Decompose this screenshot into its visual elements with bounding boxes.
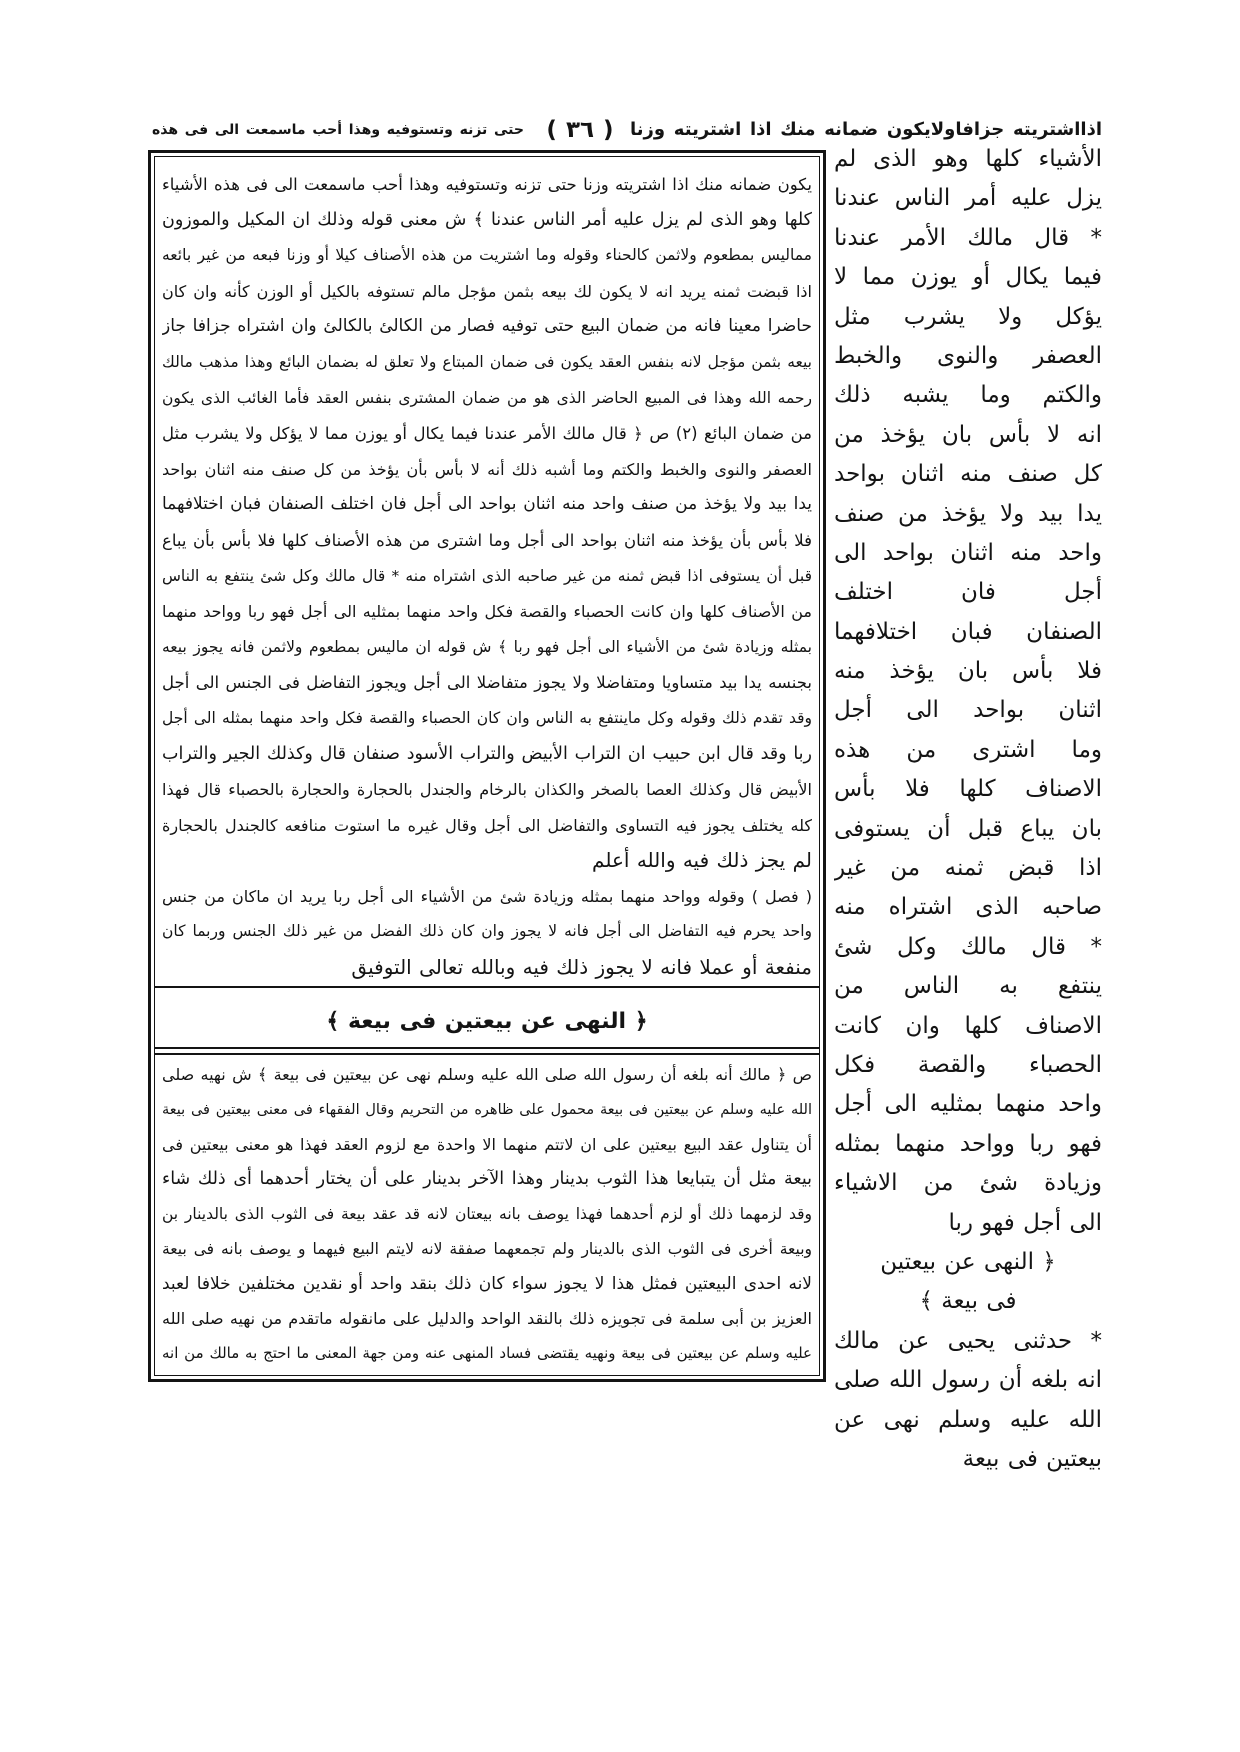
margin-line: الى أجل فهو ربا bbox=[948, 1209, 1102, 1236]
commentary-line: وقد تقدم ذلك وقوله وكل ماينتفع به الناس وان كان الحصباء والقصة فكل واحد منهما بمثله الى أجل bbox=[162, 708, 812, 727]
commentary-line: أن يتناول عقد البيع بيعتين على ان لاتتم منهما الا واحدة مع لزوم العقد فهذا هو معنى بيعتين فى bbox=[162, 1134, 812, 1154]
margin-line: وما اشترى من هذه bbox=[834, 736, 1102, 763]
margin-line: واحد منه اثنان بواحد الى bbox=[834, 539, 1102, 566]
commentary-line: قبل أن يستوفى اذا قبض ثمنه من غير صاحبه الذى اشتراه منه * قال مالك وكل شئ ينتفع به الناس bbox=[162, 566, 812, 585]
commentary-line: وقد لزمهما ذلك أو لزم أحدهما فهذا يوصف بانه بيعتان لانه قد عقد بيعة فى الثوب الذى بالدينار بن bbox=[162, 1205, 812, 1224]
margin-line: الاصناف كلها فلا بأس bbox=[834, 776, 1102, 803]
page-number bbox=[535, 110, 625, 150]
margin-line: انه بلغه أن رسول الله صلى bbox=[834, 1367, 1102, 1394]
commentary-line: لانه احدى البيعتين فمثل هذا لا يجوز سواء كان ذلك بنقد واحد أو نقدين مختلفين خلافا لعبد bbox=[162, 1273, 812, 1294]
margin-line: انه لا بأس بان يؤخذ من bbox=[834, 421, 1102, 448]
commentary-line: عليه وسلم عن بيعتين فى بيعة ونهيه يقتضى فساد المنهى عنه ومن جهة المعنى ما احتج به مالك من انه bbox=[162, 1344, 812, 1363]
commentary-line: منفعة أو عملا فانه لا يجوز ذلك فيه وبالله تعالى التوفيق bbox=[351, 955, 812, 980]
commentary-line: وبيعة أخرى فى الثوب الذى بالدينار ولم تجمعهما صفقة لانه لايتم البيع فيهما و يوصف بانه فى بيعة bbox=[162, 1239, 812, 1258]
commentary-upper-block bbox=[162, 167, 812, 986]
margin-line: والكتم وما يشبه ذلك bbox=[834, 382, 1102, 409]
section-divider bbox=[154, 986, 820, 988]
commentary-line: رحمه الله وهذا فى المبيع الحاضر الذى هو من ضمان المشترى بنفس العقد فأما الغائب الذى يكون bbox=[162, 388, 812, 407]
margin-line: العصفر والنوى والخبط bbox=[834, 342, 1102, 369]
commentary-lower-block bbox=[162, 1058, 812, 1371]
margin-line: صاحبه الذى اشتراه منه bbox=[834, 894, 1102, 921]
margin-line: يدا بيد ولا يؤخذ من صنف bbox=[834, 500, 1102, 527]
commentary-line: بمثله وزيادة شئ من الأشياء الى أجل فهو ربا ﴾ ش قوله ان ماليس بمطعوم ولاثمن فانه يجوز بيعه bbox=[162, 637, 812, 656]
margin-line: الصنفان فبان اختلافهما bbox=[834, 618, 1102, 645]
running-header-text: اذااشتريته جزافاولايكون ضمانه منك اذا اشتريته وزنا bbox=[630, 119, 1102, 140]
commentary-line: من ضمان البائع (٢) ص ﴿ قال مالك الأمر عندنا فيما يكال أو يوزن مما لا يؤكل ولا يشرب مثل bbox=[162, 424, 812, 444]
commentary-line: اذا قبضت ثمنه يريد انه لا يكون لك بيعه بثمن مؤجل مالم تستوفه بالكيل أو الوزن كأنه وان كان bbox=[162, 281, 812, 301]
commentary-line: مماليس بمطعوم ولاثمن كالحناء وقوله وما اشتريت من هذه الأصناف كيلا أو وزنا فبعه من غير بائعه bbox=[162, 246, 812, 265]
margin-text-column bbox=[834, 140, 1102, 1479]
commentary-line: كلها وهو الذى لم يزل عليه أمر الناس عندنا ﴾ ش معنى قوله وذلك ان المكيل والموزون bbox=[162, 209, 812, 230]
margin-line: الأشياء كلها وهو الذى لم bbox=[834, 146, 1102, 172]
margin-line: فهو ربا وواحد منهما بمثله bbox=[834, 1130, 1102, 1157]
commentary-line: كله يختلف يجوز فيه التساوى والتفاضل الى أجل وقال غيره ما استوت منافعه كالجندل بالحجارة bbox=[162, 815, 812, 835]
commentary-line: بجنسه يدا بيد متساويا ومتفاضلا ولا يجوز متفاضلا الى أجل ويجوز التفاضل فى الجنس الى أجل bbox=[162, 673, 812, 693]
margin-line: يزل عليه أمر الناس عندنا bbox=[834, 185, 1102, 212]
margin-line: كل صنف منه اثنان بواحد bbox=[834, 461, 1102, 488]
commentary-line: ربا وقد قال ابن حبيب ان التراب الأبيض والتراب الأسود صنفان قال وكذلك الجير والتراب bbox=[162, 743, 812, 764]
margin-line: يؤكل ولا يشرب مثل bbox=[834, 303, 1102, 330]
margin-section-heading: فى بيعة ﴾ bbox=[919, 1288, 1017, 1315]
commentary-line: حاضرا معينا فانه من ضمان البيع حتى توفيه فصار من الكالئ بالكالئ وان اشتراه جزافا جاز bbox=[162, 316, 812, 337]
commentary-line: العزيز بن أبى سلمة فى تجويزه ذلك بالنقد الواحد والدليل على مانقوله ماتقدم من نهيه صلى الله bbox=[162, 1308, 812, 1328]
section-double-divider bbox=[154, 1047, 820, 1055]
section-heading-text: ﴿ النهى عن بيعتين فى بيعة ﴾ bbox=[326, 1009, 648, 1034]
margin-line: فلا بأس بان يؤخذ منه bbox=[834, 658, 1102, 685]
commentary-line: الأبيض قال وكذلك العصا بالصخر والكذان بالرخام والجندل بالحجارة والحجارة بالحصباء قال فهذا bbox=[162, 780, 812, 800]
margin-line: * قال مالك وكل شئ bbox=[834, 933, 1102, 960]
margin-line: أجل فان اختلف bbox=[834, 579, 1102, 606]
margin-line: * حدثنى يحيى عن مالك bbox=[834, 1327, 1102, 1354]
commentary-line: الله عليه وسلم عن بيعتين فى بيعة محمول على ظاهره من التحريم وقال الفقهاء فى معنى بيعتين فى بيعة bbox=[162, 1101, 812, 1118]
margin-line: ينتفع به الناس من bbox=[834, 973, 1102, 1000]
running-header-left bbox=[152, 110, 524, 150]
margin-line: اثنان بواحد الى أجل bbox=[834, 697, 1102, 724]
margin-line: بيعتين فى بيعة bbox=[962, 1445, 1102, 1472]
margin-section-heading: ﴿ النهى عن بيعتين bbox=[880, 1248, 1056, 1275]
margin-line: الاصناف كلها وان كانت bbox=[834, 1012, 1102, 1039]
running-header-text: حتى تزنه وتستوفيه وهذا أحب ماسمعت الى فى هذه bbox=[152, 122, 524, 138]
margin-line: الله عليه وسلم نهى عن bbox=[834, 1406, 1102, 1433]
commentary-line: فلا بأس بأن يؤخذ منه اثنان بواحد الى أجل وما اشترى من هذه الأصناف كلها فلا بأس بأن يباع bbox=[162, 530, 812, 550]
commentary-line: بيعه بثمن مؤجل لانه بنفس العقد يكون فى ضمان المبتاع ولا تعلق له بضمان البائع وهذا مذهب مالك bbox=[162, 352, 812, 371]
commentary-line: بيعة مثل أن يتبايعا هذا الثوب بدينار وهذا الآخر بدينار على أن يختار أحدهما أى ذلك شاء bbox=[162, 1169, 812, 1190]
margin-line: اذا قبض ثمنه من غير bbox=[834, 855, 1102, 882]
commentary-line: لم يجز ذلك فيه والله أعلم bbox=[592, 848, 812, 873]
section-heading bbox=[154, 1002, 820, 1042]
commentary-line: العصفر والنوى والخبط والكتم وما أشبه ذلك أنه لا بأس بأن يؤخذ من كل صنف منه اثنان بواحد bbox=[162, 459, 812, 479]
margin-line: فيما يكال أو يوزن مما لا bbox=[834, 264, 1102, 291]
commentary-line: ( فصل ) وقوله وواحد منهما بمثله وزيادة شئ من الأشياء الى أجل ربا يريد ان ماكان من جنس bbox=[162, 886, 812, 906]
commentary-line: ص ﴿ مالك أنه بلغه أن رسول الله صلى الله عليه وسلم نهى عن بيعتين فى بيعة ﴾ ش نهيه صلى bbox=[162, 1065, 812, 1084]
margin-line: واحد منهما بمثليه الى أجل bbox=[834, 1091, 1102, 1118]
margin-line: وزيادة شئ من الاشياء bbox=[834, 1170, 1102, 1197]
page-number-text: ( ٣٦ ) bbox=[546, 117, 614, 143]
commentary-line: من الأصناف كلها وان كانت الحصباء والقصة فكل واحد منهما بمثليه الى أجل فهو ربا وواحد منهما bbox=[162, 602, 812, 622]
margin-line: * قال مالك الأمر عندنا bbox=[834, 224, 1102, 251]
margin-line: بان يباع قبل أن يستوفى bbox=[834, 815, 1102, 842]
commentary-line: واحد يحرم فيه التفاضل الى أجل فانه لا يجوز وان كان ذلك الفضل من غير ذلك الجنس وربما كان bbox=[162, 922, 812, 941]
margin-line: الحصباء والقصة فكل bbox=[834, 1051, 1102, 1078]
commentary-line: يكون ضمانه منك اذا اشتريته وزنا حتى تزنه وتستوفيه وهذا أحب ماسمعت الى فى هذه الأشياء bbox=[162, 175, 812, 194]
commentary-line: يدا بيد ولا يؤخذ من صنف واحد منه اثنان بواحد الى أجل فان اختلف الصنفان فبان اختلافهما bbox=[162, 494, 812, 515]
